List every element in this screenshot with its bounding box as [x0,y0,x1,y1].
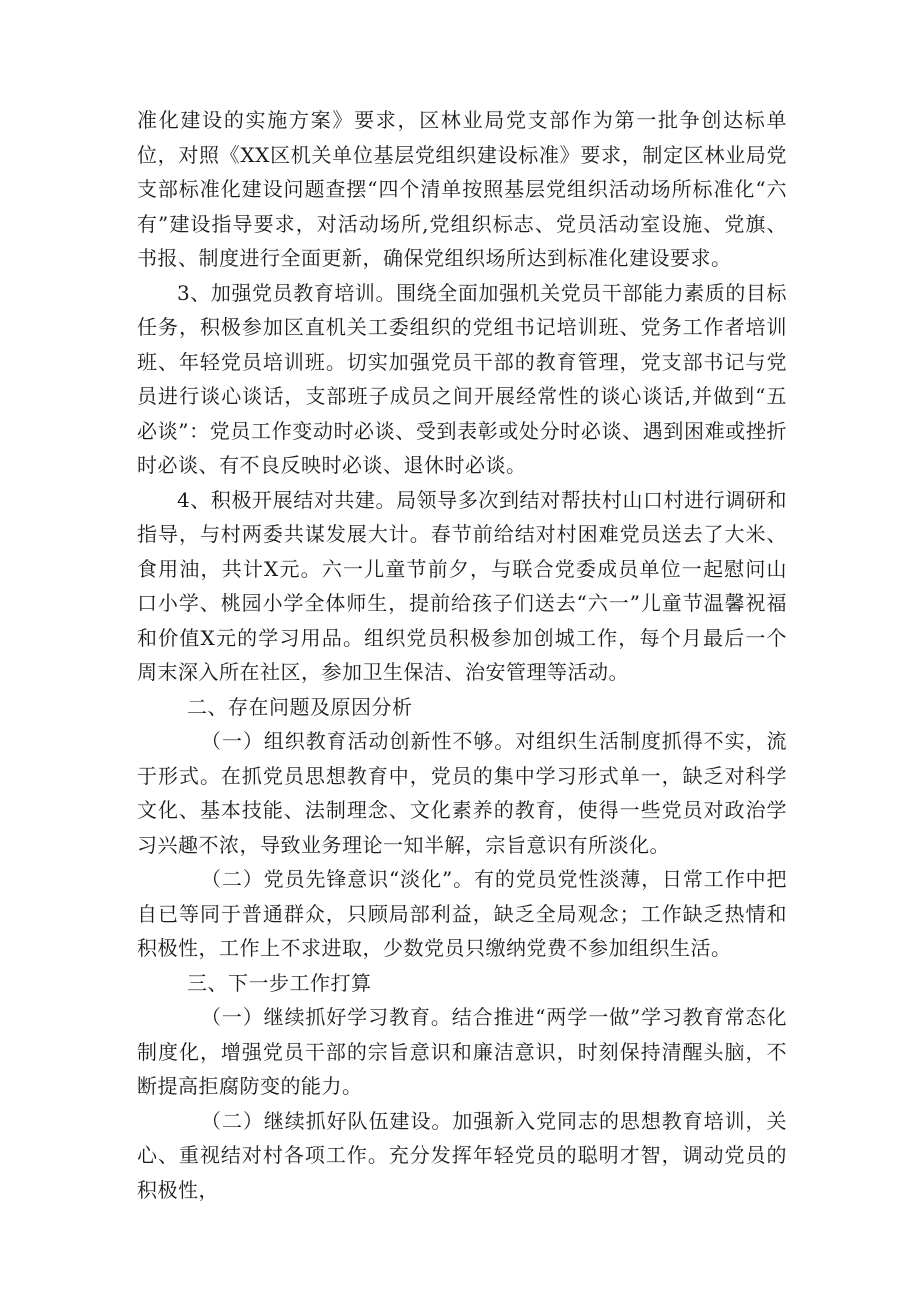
heading-next-steps: 三、下一步工作打算 [187,970,372,995]
heading-problems-analysis: 二、存在问题及原因分析 [187,694,413,719]
paragraph-next-step-two: （二）继续抓好队伍建设。加强新入党同志的思想教育培训，关心、重视结对村各项工作。充分发挥年轻党员的聪明才智，调动党员的积极性， [137,1108,787,1202]
document-body [137,103,787,1207]
paragraph-problem-one: （一）组织教育活动创新性不够。对组织生活制度抓得不实，流于形式。在抓党员思想教育中，党员的集中学习形式单一，缺乏对科学文化、基本技能、法制理念、文化素养的教育，使得一些党员对政治学习兴趣不浓，导致业务理论一知半解，宗旨意识有所淡化。 [137,729,787,857]
paragraph-pairing-cooperation: 4、积极开展结对共建。局领导多次到结对帮扶村山口村进行调研和指导，与村两委共谋发展大计。春节前给结对村困难党员送去了大米、食用油，共计X元。六一儿童节前夕，与联合党委成员单位一起慰问山口小学、桃园小学全体师生，提前给孩子们送去“六一”儿童节温馨祝福和价值X元的学习用品。组织党员积极参加创城工作，每个月最后一个周末深入所在社区，参加卫生保洁、治安管理等活动。 [137,487,787,684]
paragraph-next-step-one: （一）继续抓好学习教育。结合推进“两学一做”学习教育常态化制度化，增强党员干部的宗旨意识和廉洁意识，时刻保持清醒头脑，不断提高拒腐防变的能力。 [137,1005,787,1098]
paragraph-problem-two: （二）党员先锋意识“淡化”。有的党员党性淡薄，日常工作中把自已等同于普通群众，只顾局部利益，缺乏全局观念；工作缺乏热情和积极性，工作上不求进取，少数党员只缴纳党费不参加组织生活。 [137,867,787,960]
paragraph-standardization: 准化建设的实施方案》要求，区林业局党支部作为第一批争创达标单位，对照《XX区机关单位基层党组织建设标准》要求，制定区林业局党支部标准化建设问题查摆“四个清单按照基层党组织活动场所标准化“六有”建设指导要求，对活动场所,党组织标志、党员活动室设施、党旗、书报、制度进行全面更新，确保党组织场所达到标准化建设要求。 [137,108,787,270]
paragraph-education-training: 3、加强党员教育培训。围绕全面加强机关党员干部能力素质的目标任务，积极参加区直机关工委组织的党组书记培训班、党务工作者培训班、年轻党员培训班。切实加强党员干部的教育管理，党支部书记与党员进行谈心谈话，支部班子成员之间开展经常性的谈心谈话,并做到“五必谈”：党员工作变动时必谈、受到表彰或处分时必谈、遇到困难或挫折时必谈、有不良反映时必谈、退休时必谈。 [137,280,787,477]
